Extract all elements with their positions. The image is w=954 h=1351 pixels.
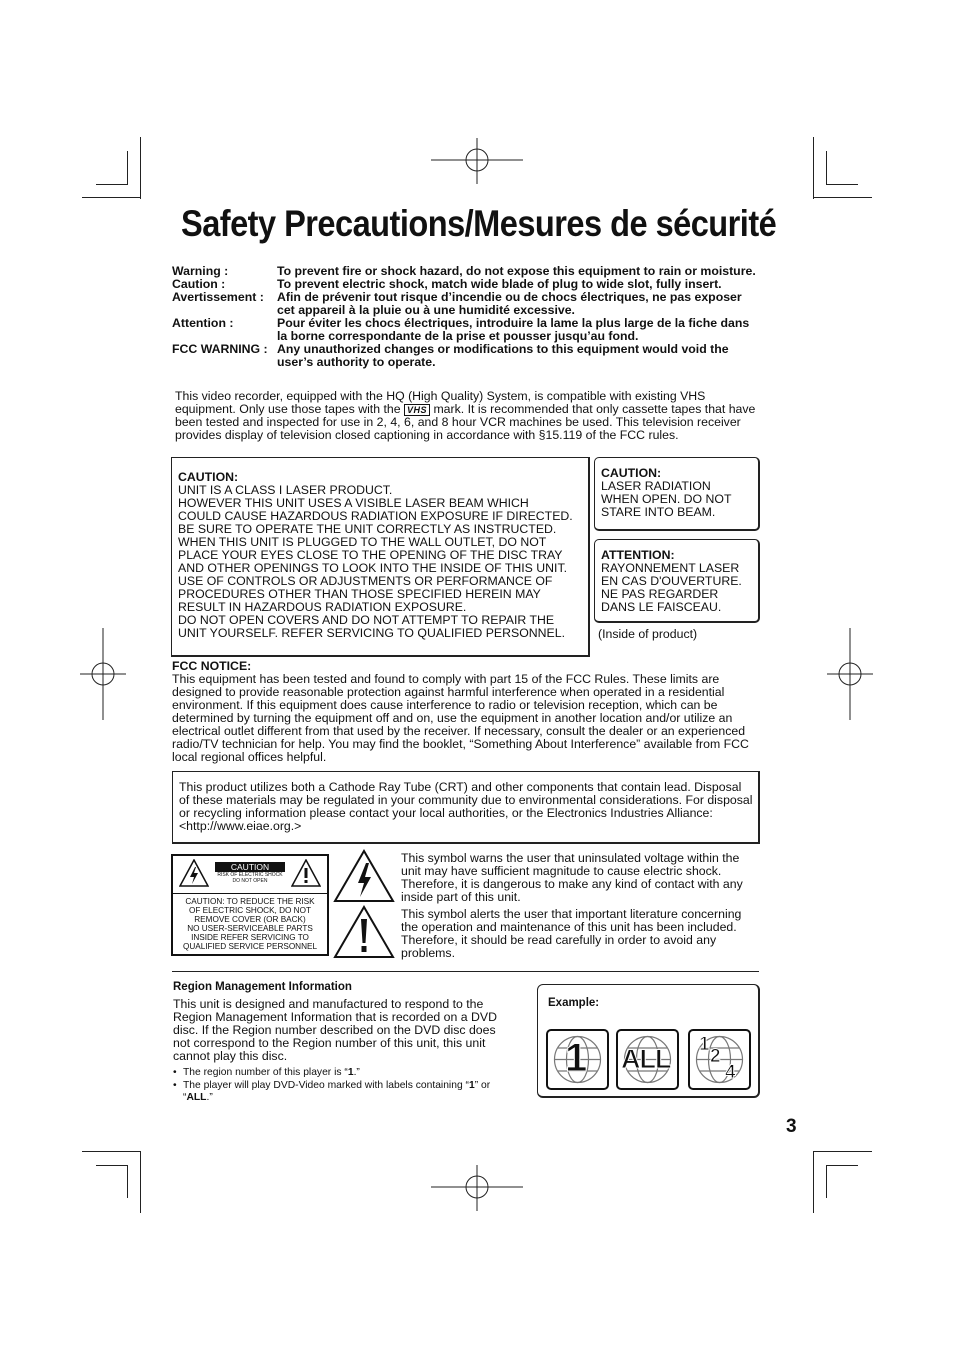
exclamation-warning-icon <box>291 859 321 887</box>
region-paragraph: This unit is designed and manufactured to respond to the Region Management Information that is recorded on a DVD disc. If the Region number described on the DVD disc does not correspond to the Region number of this unit, this unit cannot play this disc. <box>173 997 497 1063</box>
registration-mark <box>827 628 873 720</box>
risk-line: RISK OF ELECTRIC SHOCK <box>217 872 283 878</box>
warning-text: To prevent fire or shock hazard, do not expose this equipment to rain or moisture. <box>277 264 756 278</box>
crop-mark <box>813 197 872 198</box>
caution-label-heading: CAUTION: <box>601 466 662 480</box>
caution-label-line: WHEN OPEN. DO NOT <box>601 492 732 506</box>
lightning-warning-icon <box>179 859 209 887</box>
vhs-logo: VHS <box>404 404 430 416</box>
exclamation-symbol-description: This symbol alerts the user that important literature concerning the operation and maintenance of this unit has been included. Therefore, it should be read carefully in order to avoid any problems. <box>401 907 742 960</box>
laser-line: PLACE YOUR EYES CLOSE TO THE OPENING OF THE DISC TRAY <box>178 548 563 562</box>
warning-text: Pour éviter les chocs électriques, introduire la lame la plus large de la fiche dans la borne correspondante de la prise et pousser jusqu’au fond. <box>277 316 750 343</box>
laser-line: COULD CAUSE HAZARDOUS RADIATION EXPOSURE IF DIRECTED. <box>178 509 573 523</box>
region-heading: Region Management Information <box>173 981 352 993</box>
bullet-bold: 1 <box>347 1067 354 1078</box>
laser-line: UNIT IS A CLASS I LASER PRODUCT. <box>178 483 393 497</box>
crop-mark <box>826 184 858 185</box>
laser-line: USE OF CONTROLS OR ADJUSTMENTS OR PERFORMANCE OF <box>178 574 553 588</box>
crop-mark <box>813 1151 814 1213</box>
page-number: 3 <box>786 1116 797 1137</box>
registration-mark <box>431 138 523 184</box>
bullet-text: The region number of this player is “ <box>183 1067 348 1078</box>
region-bullet <box>173 1067 518 1079</box>
region-example-box <box>537 984 760 1098</box>
globe-number: 1 <box>699 1034 710 1055</box>
attention-label-line: DANS LE FAISCEAU. <box>601 600 722 614</box>
globe-all-label: ALL <box>621 1044 671 1074</box>
registration-mark <box>431 1165 523 1211</box>
caution-label-french <box>594 539 760 623</box>
bullet-bold: ALL <box>186 1092 207 1103</box>
fcc-notice-text: This equipment has been tested and found to comply with part 15 of the FCC Rules. These limits are designed to provide reasonable protection against harmful interference when operated in a residential environment. If this equipment does cause interference to radio or television reception, which can be determined by turning the equipment off and on, use the equipment in another location and/or utilize an electrical outlet different from that used by the receiver. If necessary, consult the dealer or an experienced radio/TV technician for help. You may find the booklet, “Something About Interference” available from FCC local regional offices helpful. <box>172 672 749 764</box>
crop-mark <box>140 137 141 199</box>
caution-label-line: STARE INTO BEAM. <box>601 505 716 519</box>
warning-label: Avertissement : <box>172 290 264 304</box>
attention-label-line: EN CAS D'OUVERTURE. <box>601 574 742 588</box>
warning-text: To prevent electric shock, match wide blade of plug to wide slot, fully insert. <box>277 277 722 291</box>
warning-text: Any unauthorized changes or modifications to this equipment would void the user’s authority to operate. <box>277 342 729 369</box>
region-globe-all <box>616 1029 679 1090</box>
registration-mark <box>80 628 126 720</box>
crop-mark <box>826 151 827 184</box>
fcc-notice-heading: FCC NOTICE: <box>172 659 252 673</box>
attention-label-line: RAYONNEMENT LASER <box>601 561 740 575</box>
crop-mark <box>82 1151 141 1152</box>
laser-line: WHEN THIS UNIT IS PLUGGED TO THE WALL OUTLET, DO NOT <box>178 535 547 549</box>
crop-mark <box>96 184 128 185</box>
shock-label-line: INSIDE REFER SERVICING TO <box>191 933 309 942</box>
laser-line: BE SURE TO OPERATE THE UNIT CORRECTLY AS INSTRUCTED. <box>178 522 557 536</box>
bullet-text: ” or “ <box>183 1080 491 1103</box>
globe-number: 1 <box>565 1036 588 1080</box>
shock-label-line: REMOVE COVER (OR BACK) <box>194 915 306 924</box>
bullet-text: .” <box>353 1067 360 1078</box>
warning-row <box>172 291 762 317</box>
fcc-notice <box>172 660 762 764</box>
inside-of-product-label: (Inside of product) <box>598 627 698 641</box>
bullet-dot: • <box>173 1067 177 1078</box>
crop-mark <box>82 197 141 198</box>
warnings-list <box>172 265 762 369</box>
shock-label-line: QUALIFIED SERVICE PERSONNEL <box>182 942 318 951</box>
region-bullet <box>173 1080 518 1104</box>
laser-line: RESULT IN HAZARDOUS RADIATION EXPOSURE. <box>178 600 467 614</box>
crop-mark <box>813 137 814 199</box>
shock-label-line: NO USER-SERVICEABLE PARTS <box>187 924 313 933</box>
crop-mark <box>813 1151 872 1152</box>
warning-row <box>172 343 762 369</box>
vhs-text-before: This video recorder, equipped with the HQ (High Quality) System, is compatible with existing VHS equipment. Only use those tapes with the <box>175 389 706 416</box>
laser-caution-box <box>171 457 590 657</box>
region-globe-multi <box>688 1029 751 1090</box>
globe-number: 2 <box>710 1046 721 1067</box>
laser-line: UNIT YOURSELF. REFER SERVICING TO QUALIFIED PERSONNEL. <box>178 626 565 640</box>
caution-label-line: LASER RADIATION <box>601 479 711 493</box>
laser-line: AND OTHER OPENINGS TO LOOK INTO THE INSIDE OF THIS UNIT. <box>178 561 568 575</box>
warning-label: Attention : <box>172 316 234 330</box>
attention-label-line: NE PAS REGARDER <box>601 587 719 601</box>
region-globe-1 <box>546 1029 609 1090</box>
vhs-text-after: mark. It is recommended that only cassette tapes that have been tested and inspected for use in 2, 4, 6, and 8 hour VCR machines be used. This television receiver provides display of television closed captioning in accordance with §15.119 of the FCC rules. <box>175 402 756 442</box>
risk-line: DO NOT OPEN <box>232 877 268 884</box>
example-label: Example: <box>548 997 600 1009</box>
lightning-symbol-description: This symbol warns the user that uninsulated voltage within the unit may have sufficient magnitude to cause electric shock. Therefore, it is dangerous to make any kind of contact with any inside part of this unit. <box>401 851 743 904</box>
crop-mark <box>127 151 128 184</box>
bullet-dot: • <box>173 1080 177 1091</box>
warning-text: Afin de prévenir tout risque d’incendie ou de chocs électriques, ne pas exposer cet appareil à la pluie ou à une humidité excessive. <box>277 290 742 317</box>
laser-caution-text <box>178 471 583 640</box>
section-divider <box>172 971 759 972</box>
crop-mark <box>826 1165 827 1198</box>
warning-row <box>172 317 762 343</box>
vhs-compatibility-paragraph <box>175 390 760 442</box>
lead-disposal-notice-box <box>172 771 760 844</box>
lightning-bolt-icon <box>333 849 395 903</box>
electric-shock-caution-label <box>171 854 329 956</box>
crop-mark <box>96 1165 128 1166</box>
warning-label: Warning : <box>172 264 229 278</box>
shock-label-line: OF ELECTRIC SHOCK, DO NOT <box>189 906 311 915</box>
globe-number: 4 <box>725 1062 736 1083</box>
laser-line: DO NOT OPEN COVERS AND DO NOT ATTEMPT TO REPAIR THE <box>178 613 555 627</box>
bullet-text: The player will play DVD-Video marked with labels containing “ <box>183 1080 469 1091</box>
caution-label-english <box>594 457 760 531</box>
page-title: Safety Precautions/Mesures de sécurité <box>181 203 777 244</box>
bullet-bold: 1 <box>468 1080 475 1091</box>
warning-label: FCC WARNING : <box>172 342 268 356</box>
bullet-text: .” <box>206 1092 213 1103</box>
laser-caution-heading: CAUTION: <box>178 470 239 484</box>
crop-mark <box>127 1165 128 1198</box>
crop-mark <box>826 1165 858 1166</box>
exclamation-icon <box>333 905 395 959</box>
lead-disposal-notice-text: This product utilizes both a Cathode Ray Tube (CRT) and other components that contain lead. Disposal of these materials may be regulated in your community due to environmental considerations. For disposal or recycling information please contact your local authorities, or the Electronics Industries Alliance: <http://www.eiae.org.> <box>179 780 753 833</box>
crop-mark <box>140 1151 141 1213</box>
laser-line: PROCEDURES OTHER THAN THOSE SPECIFIED HEREIN MAY <box>178 587 541 601</box>
laser-line: HOWEVER THIS UNIT USES A VISIBLE LASER BEAM WHICH <box>178 496 529 510</box>
attention-label-heading: ATTENTION: <box>601 548 675 562</box>
caution-banner: CAUTION <box>215 862 285 872</box>
shock-label-line: CAUTION: TO REDUCE THE RISK <box>185 897 315 906</box>
warning-label: Caution : <box>172 277 226 291</box>
